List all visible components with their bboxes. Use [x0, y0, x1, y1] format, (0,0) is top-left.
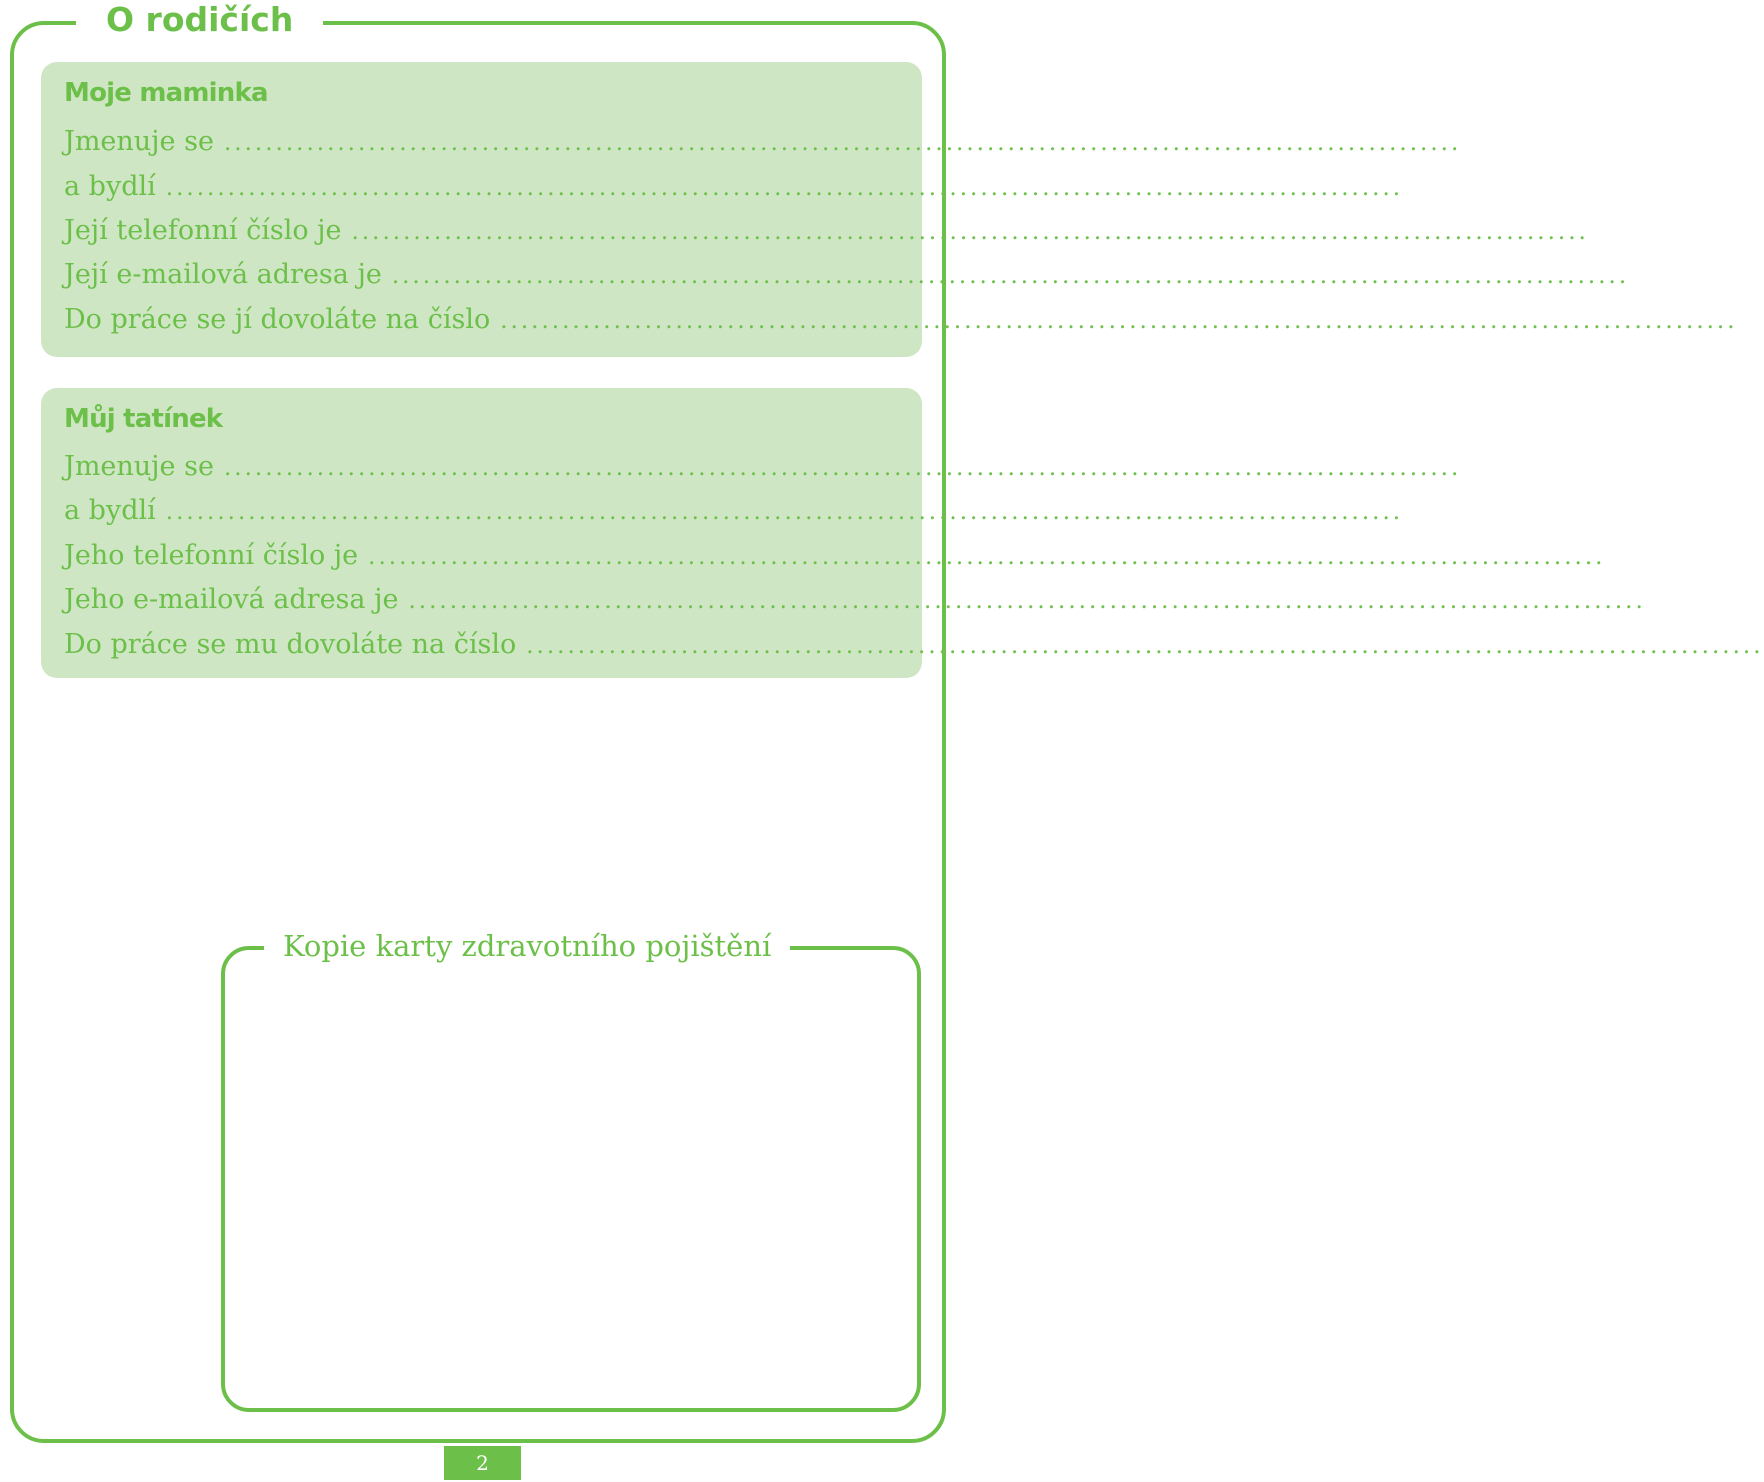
father-phone-field[interactable]: [64, 539, 1606, 573]
mother-section: [41, 62, 1738, 357]
father-work-phone-field[interactable]: [64, 628, 1764, 662]
field-label: a bydlí: [64, 171, 156, 202]
dotted-fill-line: ........................................................................................................................: [223, 455, 1462, 481]
mother-name-field[interactable]: [64, 125, 1462, 159]
mother-work-phone-field[interactable]: [64, 303, 1738, 337]
dotted-fill-line: ........................................................................................................................: [165, 499, 1404, 525]
field-label: Její telefonní číslo je: [64, 215, 342, 246]
field-label: Jmenuje se: [64, 451, 214, 482]
mother-heading: Moje maminka: [64, 78, 268, 108]
father-section: [41, 388, 1764, 678]
field-label: a bydlí: [64, 495, 156, 526]
insurance-card-area[interactable]: [221, 946, 921, 1412]
field-label: Do práce se jí dovoláte na číslo: [64, 304, 491, 335]
father-email-field[interactable]: [64, 583, 1646, 617]
page-number-badge: [444, 1446, 521, 1480]
mother-address-field[interactable]: [64, 170, 1404, 204]
father-address-field[interactable]: [64, 494, 1404, 528]
mother-email-field[interactable]: [64, 258, 1630, 292]
page-title: O rodičích: [76, 0, 323, 42]
dotted-fill-line: ........................................................................................................................: [391, 263, 1630, 289]
field-label: Do práce se mu dovoláte na číslo: [64, 629, 517, 660]
insurance-card-title: Kopie karty zdravotního pojištění: [264, 926, 790, 966]
field-label: Její e-mailová adresa je: [64, 259, 382, 290]
mother-phone-field[interactable]: [64, 214, 1589, 248]
page-number: 2: [476, 1451, 489, 1475]
field-label: Jmenuje se: [64, 126, 214, 157]
dotted-fill-line: ........................................................................................................................: [526, 633, 1764, 659]
field-label: Jeho e-mailová adresa je: [64, 584, 399, 615]
father-name-field[interactable]: [64, 450, 1462, 484]
dotted-fill-line: ........................................................................................................................: [408, 588, 1646, 614]
dotted-fill-line: ........................................................................................................................: [223, 130, 1462, 156]
field-label: Jeho telefonní číslo je: [64, 540, 359, 571]
dotted-fill-line: ........................................................................................................................: [165, 175, 1404, 201]
dotted-fill-line: ........................................................................................................................: [351, 219, 1589, 245]
dotted-fill-line: ........................................................................................................................: [500, 308, 1738, 334]
father-heading: Můj tatínek: [64, 404, 223, 434]
dotted-fill-line: ........................................................................................................................: [368, 544, 1606, 570]
